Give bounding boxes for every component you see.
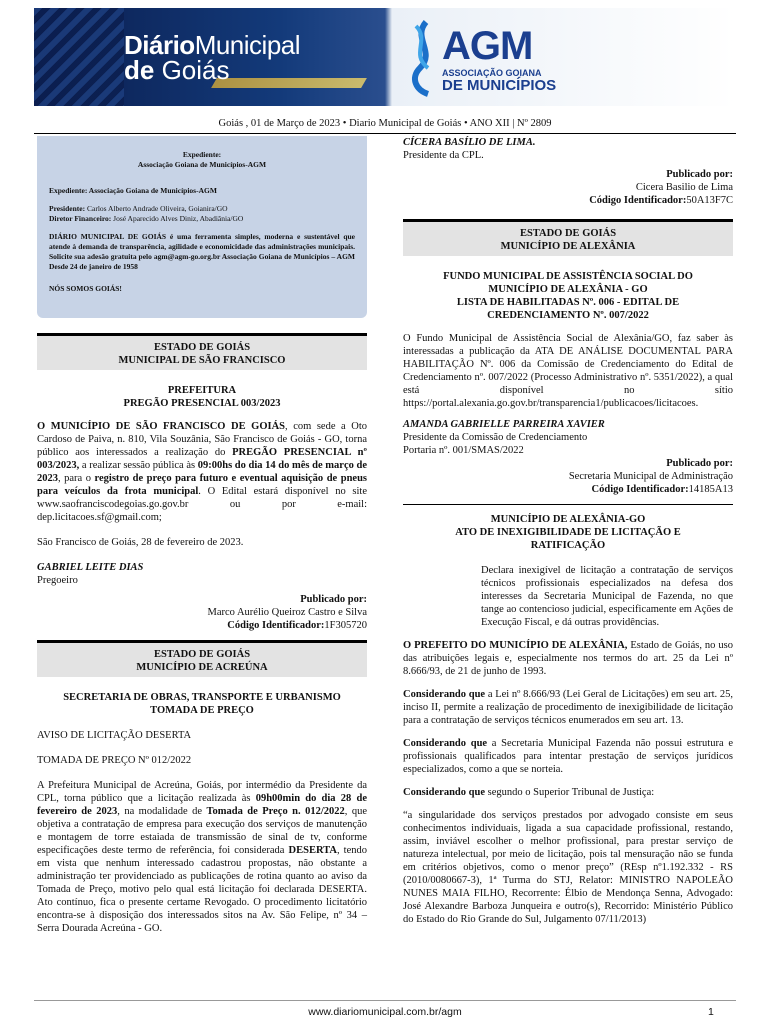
issue-dateline: Goiás , 01 de Março de 2023 • Diario Municipal de Goiás • ANO XII | Nº 2809	[218, 118, 552, 129]
section-header-line: ESTADO DE GOIÁS	[153, 649, 251, 660]
notice-title: PREGÃO PRESENCIAL 003/2023	[123, 398, 281, 409]
notice-title: MUNICÍPIO DE ALEXÂNIA-GO	[490, 514, 646, 525]
notice-title: SECRETARIA DE OBRAS, TRANSPORTE E URBANISMO	[63, 692, 341, 703]
code-value: 1F305720	[324, 620, 367, 631]
director-label: Diretor Financeiro:	[49, 214, 112, 223]
notice-title: ATO DE INEXIGIBILIDADE DE LICITAÇÃO E RATIFICAÇÃO	[455, 527, 681, 551]
left-column	[37, 136, 367, 935]
notice-body: Considerando que segundo o Superior Tribunal de Justiça:	[403, 787, 655, 798]
notice-body: Considerando que a Secretaria Municipal Fazenda não possui estrutura e profissionais qualificados para intentar prestação de serviços jurídicos especializados, como a que se norteia.	[403, 738, 733, 775]
president-label: Presidente:	[49, 204, 86, 213]
signer-name: GABRIEL LEITE DIAS	[37, 562, 144, 573]
diario-municipal-logo	[124, 30, 300, 86]
notice-subtitle: AVISO DE LICITAÇÃO DESERTA	[37, 730, 192, 741]
slogan: NÓS SOMOS GOIÁS!	[49, 284, 122, 293]
signer-role: Presidente da CPL.	[403, 150, 484, 161]
page-number: 1	[708, 1006, 714, 1018]
signer-name: AMANDA GABRIELLE PARREIRA XAVIER	[403, 419, 605, 430]
expediente-subtitle: Associação Goiana de Municípios-AGM	[137, 160, 267, 169]
agm-logo-subtitle: DE MUNICÍPIOS	[442, 77, 557, 94]
code-label: Código Identificador:	[591, 484, 689, 495]
code-value: 14185A13	[688, 484, 733, 495]
section-header-line: MUNICIPAL DE SÃO FRANCISCO	[118, 355, 286, 366]
notice-title: FUNDO MUNICIPAL DE ASSISTÊNCIA SOCIAL DO MUNICÍPIO DE ALEXÂNIA - GO	[443, 271, 693, 295]
signer-name: CÍCERA BASÍLIO DE LIMA.	[403, 137, 536, 148]
code-value: 50A13F7C	[686, 195, 733, 206]
section-header-alexania	[403, 219, 733, 256]
notice-body: Considerando que a Lei nº 8.666/93 (Lei Geral de Licitações) em seu art. 25, inciso II, permite a realização de procedimento de inexigibilidade de licitação para a contratação de serviços técnicos enumerados em seu art. 13.	[403, 689, 733, 726]
footer-url[interactable]: www.diariomunicipal.com.br/agm	[308, 1006, 462, 1018]
agm-logo-subtitle: ASSOCIAÇÃO GOIANA	[442, 68, 542, 78]
header-banner	[34, 8, 736, 106]
section-header-line: ESTADO DE GOIÁS	[519, 228, 617, 239]
published-by-label: Publicado por:	[300, 594, 367, 605]
expediente-box	[37, 136, 367, 318]
section-header-line: MUNICÍPIO DE ACREÚNA	[136, 662, 268, 673]
published-by-name: Cicera Basilio de Lima	[635, 182, 733, 193]
code-label: Código Identificador:	[227, 620, 325, 631]
expediente-title: Expediente:	[182, 150, 222, 159]
notice-body: A Prefeitura Municipal de Acreúna, Goiás, por intermédio da Presidente da CPL, torna público que a licitação realizada às 09h00min do dia 28 de fevereiro de 2023, na modalidade de Tomada de Preço n. 012/2022, que objetiva a contratação de empresa para execução dos serviços de manutenção e montagem de torre estaiada de transmissão de sinal de tv, conforme especificações deste termo de referência, foi considerada DESERTA, tendo em vista que nenhum interessado cadastrou propostas, não obstante a administração ter providenciado as publicações de rotina quanto ao aviso da Tomada de Preço, motivo pelo qual está licitação foi declarada DESERTA. Ato contínuo, fica o presente certame Revogado. O procedimento licitatório encontra-se à disposição dos interessados sitos na Av. São Felipe, nº 34 – Serra Dourada Acreúna - GO.	[37, 780, 367, 934]
notice-body: O MUNICÍPIO DE SÃO FRANCISCO DE GOIÁS, com sede a Oto Cardoso de Paiva, n. 810, Vila Souzânia, São Francisco de Goiás - GO, torna público aos interessados a realização do PREGÃO PRESENCIAL nº 003/2023, a realizar sessão pública às 09:00hs do dia 14 do mês de março de 2023, para o registro de preço para futuro e eventual aquisição de pneus para veículos da frota municipal. O Edital estará disponível no site www.saofranciscodegoias.go.gov.br ou por e-mail: dep.licitacoes.sf@gmail.com;	[37, 421, 367, 523]
section-header-acreuna	[37, 640, 367, 677]
signer-role: Portaria nº. 001/SMAS/2022	[403, 445, 524, 456]
agm-emblem-icon	[406, 18, 442, 98]
expediente-description: DIÁRIO MUNICIPAL DE GOIÁS é uma ferramenta simples, moderna e sustentável que atende à demanda de transparência, agilidade e economicidade das administrações municipais. Solicite sua adesão gratuita pelo agm@agm-go.org.br Associação Goiana de Municípios – AGM Desde 24 de janeiro de 1958	[49, 232, 355, 271]
logo-text: Municipal	[194, 30, 301, 60]
code-label: Código Identificador:	[589, 195, 687, 206]
notice-ementa: Declara inexigível de licitação a contratação de serviços técnicos profissionais especializados na defesa dos interesses da Secretaria Municipal de Fazenda, no que tange ao contencioso judicial, especificamente em Ações de Execução Fiscal, e dá outras providências.	[481, 565, 733, 628]
published-by-label: Publicado por:	[666, 458, 733, 469]
agm-logo-text: AGM	[442, 24, 533, 68]
divider	[403, 504, 733, 505]
section-header-sao-francisco	[37, 333, 367, 370]
published-by-name: Secretaria Municipal de Administração	[568, 471, 733, 482]
logo-text: de	[124, 55, 155, 85]
divider	[34, 133, 736, 134]
notice-title: LISTA DE HABILITADAS Nº. 006 - EDITAL DE CREDENCIAMENTO Nº. 007/2022	[456, 297, 680, 321]
signer-role: Presidente da Comissão de Credenciamento	[403, 432, 588, 443]
director-name: José Aparecido Alves Diniz, Abadiânia/GO	[113, 214, 244, 223]
agm-logo	[442, 26, 556, 94]
divider	[34, 1000, 736, 1001]
logo-text: Goiás	[161, 55, 230, 85]
notice-body: O PREFEITO DO MUNICÍPIO DE ALEXÂNIA, Estado de Goiás, no uso das atribuições legais e, especialmente nos termos do art. 25 da Lei nº 8.666/93, de 21 de junho de 1993.	[403, 640, 733, 677]
published-by-label: Publicado por:	[666, 169, 733, 180]
expediente-line: Expediente: Associação Goiana de Municípios-AGM	[49, 186, 217, 195]
section-header-line: ESTADO DE GOIÁS	[153, 342, 251, 353]
section-header-line: MUNICÍPIO DE ALEXÂNIA	[500, 241, 636, 252]
notice-title: PREFEITURA	[167, 385, 237, 396]
notice-subtitle: TOMADA DE PREÇO Nº 012/2022	[37, 755, 192, 766]
notice-quote: “a singularidade dos serviços prestados por advogado consiste em seus conhecimentos individuais, ligada a sua capacidade profissional, restando, assim, inviável escolher o melhor profissional, para prestar serviço de natureza intelectual, por meio de licitação, pois tal mensuração não se funda em critérios objetivos, como o menor preço” (REsp nº1.192.332 - RS (2010/0080667-3), 1ª Turma do STJ, Relator: MINISTRO NAPOLEÃO NUNES MAIA FILHO, Recorrente: Élbio de Mendonça Senna, Advogado: José Alexandre Barboza Junqueira e outro(s), Recorrido: Ministério Público do Estado do Rio Grande do Sul, Julgamento 07/11/2013)	[403, 810, 733, 925]
banner-decoration	[34, 8, 124, 106]
logo-text: Diário	[124, 30, 195, 60]
president-name: Carlos Alberto Andrade Oliveira, Goianira/GO	[86, 204, 228, 213]
right-column	[403, 136, 733, 926]
notice-date: São Francisco de Goiás, 28 de fevereiro de 2023.	[37, 537, 244, 548]
notice-body: O Fundo Municipal de Assistência Social de Alexânia/GO, faz saber às interessadas a publicação da ATA DE ANÁLISE DOCUMENTAL PARA HABILITAÇÃO Nº. 006 da Comissão de Credenciamento do Edital de Credenciamento nº. 007/2022 (Processo Administrativo nº. 5351/2022), a qual está disponível no sítio https://portal.alexania.go.gov.br/transparencia1/publicacoes/licitacoes.	[403, 333, 733, 409]
notice-title: TOMADA DE PREÇO	[150, 705, 254, 716]
published-by-name: Marco Aurélio Queiroz Castro e Silva	[207, 607, 367, 618]
signer-role: Pregoeiro	[37, 575, 78, 586]
